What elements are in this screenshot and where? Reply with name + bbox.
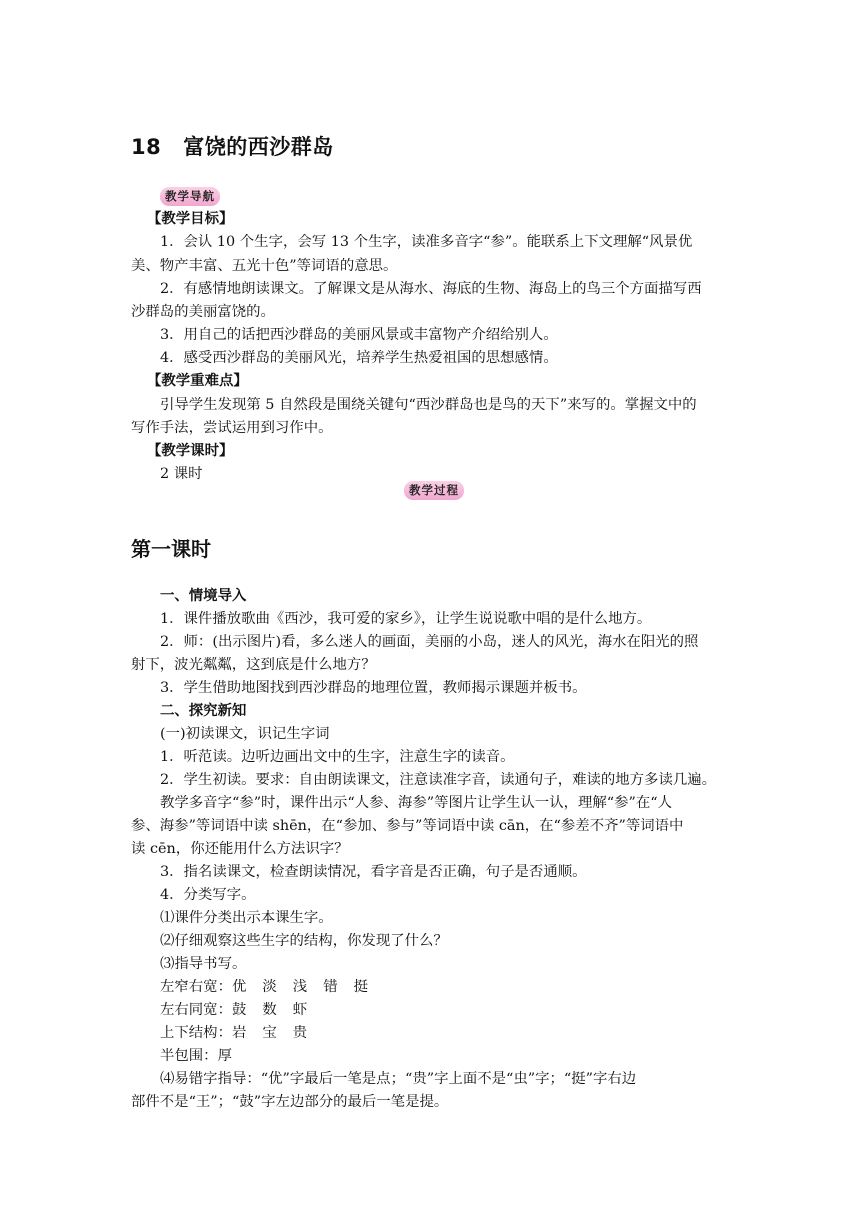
char: 数 <box>262 1002 277 1018</box>
structure-row-equal-width <box>160 1001 307 1019</box>
char: 优 <box>231 979 247 995</box>
section-1-title: 一、情境导入 <box>160 588 247 604</box>
objective-1-line-1: 1．会认 10 个生字，会写 13 个生字，读准多音字“参”。能联系上下文理解“风景优 <box>160 234 693 250</box>
section-1-item-2-line-2: 射下，波光粼粼，这到底是什么地方？ <box>131 657 376 673</box>
polyphone-line-3: 读 cēn，你还能用什么方法识字？ <box>131 841 349 857</box>
char: 贵 <box>292 1025 308 1041</box>
char: 淡 <box>262 979 277 995</box>
objectives-heading: 【教学目标】 <box>147 211 234 227</box>
objective-2-line-2: 沙群岛的美丽富饶的。 <box>131 304 275 320</box>
section-2-subtitle: (一)初读课文，识记生字词 <box>160 726 330 742</box>
hours-value: 2 课时 <box>160 466 203 482</box>
objective-3: 3．用自己的话把西沙群岛的美丽风景或丰富物产介绍给别人。 <box>160 327 558 343</box>
key-points-line-2: 写作手法，尝试运用到习作中。 <box>131 420 333 436</box>
structure-row-top-bottom <box>160 1024 307 1042</box>
section-2-item-3: 3．指名读课文，检查朗读情况，看字音是否正确，句子是否通顺。 <box>160 864 587 880</box>
char: 岩 <box>231 1025 247 1041</box>
char: 宝 <box>262 1025 277 1041</box>
char: 挺 <box>353 979 368 995</box>
error-prone-line-2: 部件不是“王”；“鼓”字左边部分的最后一笔是提。 <box>131 1094 449 1110</box>
lesson-number: 18 <box>131 135 162 159</box>
section-2-item-2: 2．学生初读。要求：自由朗读课文，注意读准字音，读通句子，难读的地方多读几遍。 <box>160 772 717 788</box>
section-2-title: 二、探究新知 <box>160 703 247 719</box>
char: 浅 <box>292 979 308 995</box>
polyphone-line-2: 参、海参”等词语中读 shēn，在“参加、参与”等词语中读 cān，在“参差不齐”等词语中 <box>131 818 684 834</box>
key-points-line-1: 引导学生发现第 5 自然段是围绕关键句“西沙群岛也是鸟的天下”来写的。掌握文中的 <box>160 397 697 413</box>
write-step-3: ⑶指导书写。 <box>160 956 247 972</box>
write-step-1: ⑴课件分类出示本课生字。 <box>160 910 333 926</box>
section-2-item-4: 4．分类写字。 <box>160 887 256 903</box>
char: 虾 <box>292 1002 308 1018</box>
structure-label: 半包围： <box>160 1048 218 1064</box>
polyphone-line-1: 教学多音字“参”时，课件出示“人参、海参”等图片让学生认一认，理解“参”在“人 <box>160 795 673 811</box>
teaching-process-badge: 教学过程 <box>404 481 464 500</box>
teaching-guide-badge: 教学导航 <box>160 187 220 206</box>
error-prone-line-1: ⑷易错字指导：“优”字最后一笔是点；“贵”字上面不是“虫”字；“挺”字右边 <box>160 1071 637 1087</box>
objective-1-line-2: 美、物产丰富、五光十色”等词语的意思。 <box>131 258 398 274</box>
char: 鼓 <box>231 1002 247 1018</box>
lesson-title <box>131 131 334 161</box>
first-lesson-heading: 第一课时 <box>131 537 211 561</box>
structure-label: 上下结构： <box>160 1025 232 1041</box>
section-2-item-1: 1．听范读。边听边画出文中的生字，注意生字的读音。 <box>160 749 515 765</box>
lesson-title-text: 富饶的西沙群岛 <box>183 135 334 159</box>
objective-2-line-1: 2．有感情地朗读课文。了解课文是从海水、海底的生物、海岛上的鸟三个方面描写西 <box>160 281 702 297</box>
key-points-heading: 【教学重难点】 <box>147 373 248 389</box>
objective-4: 4．感受西沙群岛的美丽风光，培养学生热爱祖国的思想感情。 <box>160 350 558 366</box>
structure-label: 左窄右宽： <box>160 979 232 995</box>
hours-heading: 【教学课时】 <box>147 443 234 459</box>
char: 厚 <box>217 1048 232 1064</box>
char: 错 <box>323 979 338 995</box>
structure-row-half-enclosed <box>160 1047 232 1065</box>
section-1-item-2-line-1: 2．师：(出示图片)看，多么迷人的画面，美丽的小岛，迷人的风光，海水在阳光的照 <box>160 634 699 650</box>
structure-row-left-narrow <box>160 978 368 996</box>
write-step-2: ⑵仔细观察这些生字的结构，你发现了什么？ <box>160 933 448 949</box>
section-1-item-3: 3．学生借助地图找到西沙群岛的地理位置，教师揭示课题并板书。 <box>160 680 587 696</box>
section-1-item-1: 1．课件播放歌曲《西沙，我可爱的家乡》，让学生说说歌中唱的是什么地方。 <box>160 611 652 627</box>
structure-label: 左右同宽： <box>160 1002 232 1018</box>
